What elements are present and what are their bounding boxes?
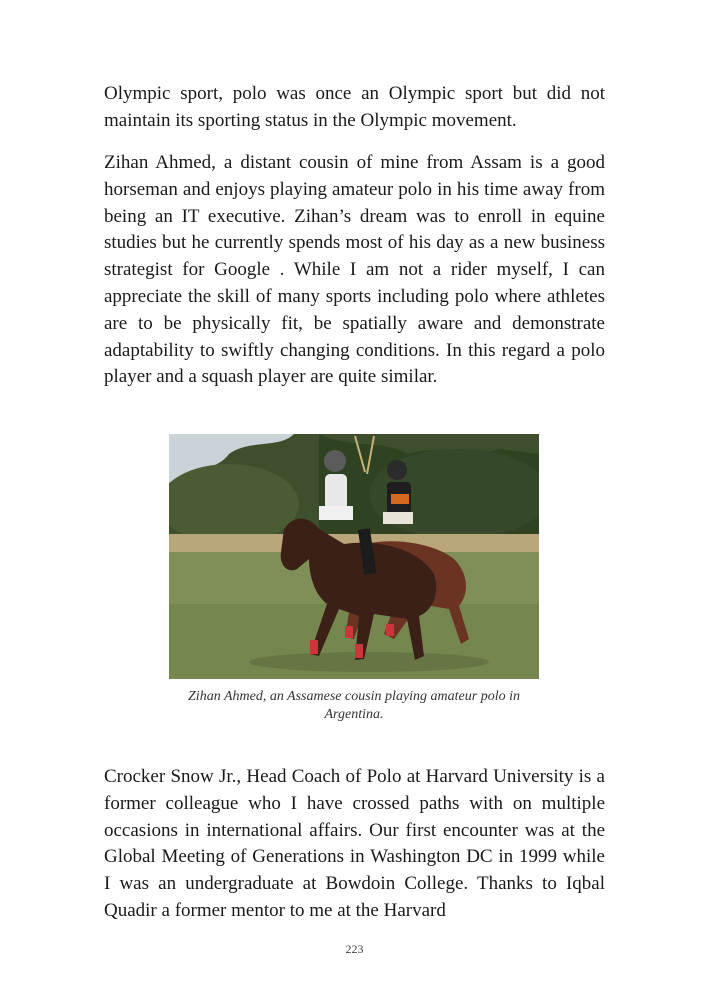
page-number: 223	[345, 942, 364, 956]
polo-photo	[169, 434, 539, 679]
paragraph-crocker: Crocker Snow Jr., Head Coach of Polo at Harvard University is a former colleague who I have crossed paths with on multiple occasions in international affairs. Our first encounter was at the Global Meeting of Generations in Washington DC in 1999 while I was an undergraduate at Bowdoin College. Thanks to Iqbal Quadir a former mentor to me at the Harvard	[104, 766, 605, 921]
photo-caption: Zihan Ahmed, an Assamese cousin playing amateur polo in Argentina.	[188, 689, 520, 722]
paragraph-olympic: Olympic sport, polo was once an Olympic sport but did not maintain its sporting status in the Olympic movement.	[104, 83, 605, 131]
paragraph-zihan: Zihan Ahmed, a distant cousin of mine from Assam is a good horseman and enjoys playing amateur polo in his time away from being an IT executive. Zihan’s dream was to enroll in equine studies but he currently spends most of his day as a new business strategist for Google . While I am not a rider myself, I can appreciate the skill of many sports including polo where athletes are to be physically fit, be spatially aware and demonstrate adaptability to swiftly changing conditions. In this regard a polo player and a squash player are quite similar.	[104, 152, 605, 388]
